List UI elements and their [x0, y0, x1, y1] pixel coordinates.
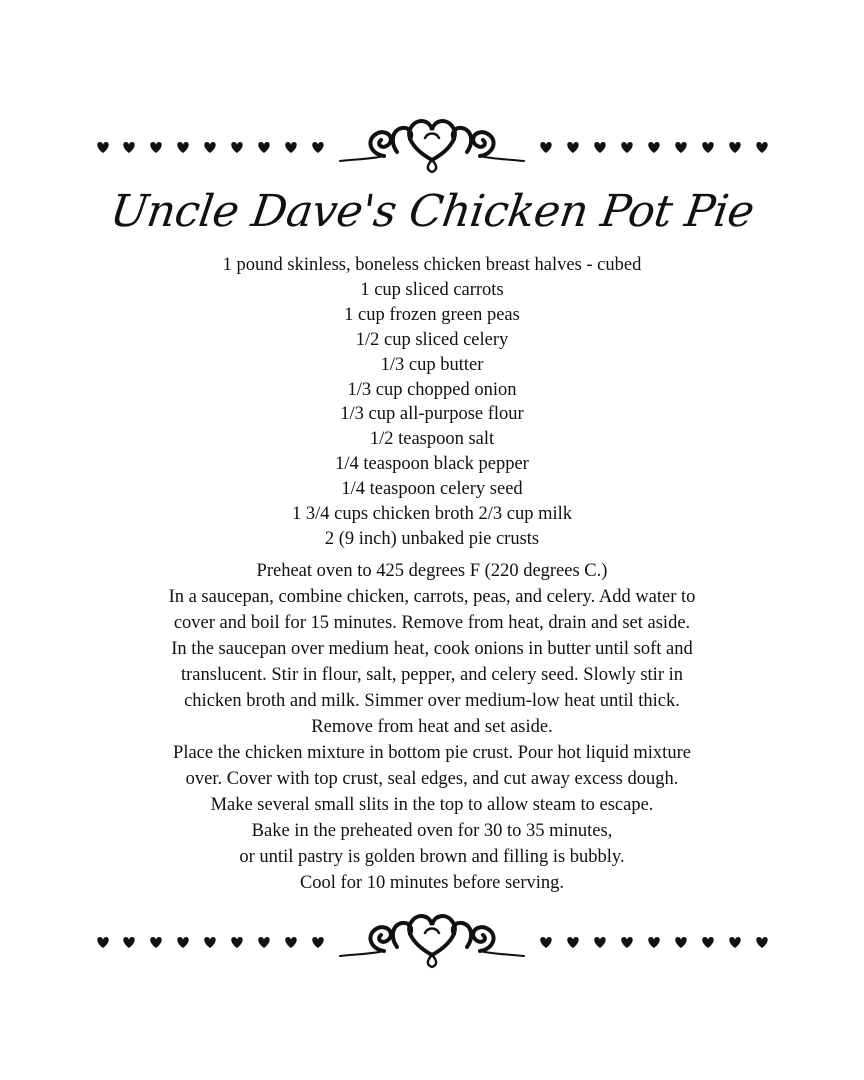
- instruction-line: or until pastry is golden brown and filling is bubbly.: [239, 847, 625, 867]
- ingredient-item: 1/3 cup butter: [380, 354, 484, 375]
- instruction-line: Make several small slits in the top to allow steam to escape.: [210, 795, 654, 815]
- heart-flourish-divider-icon: [0, 112, 864, 182]
- flourish-ornament: [340, 916, 524, 967]
- instruction-line: Cool for 10 minutes before serving.: [299, 873, 565, 893]
- instruction-line: chicken broth and milk. Simmer over medium-low heat until thick.: [184, 691, 680, 711]
- ingredient-list: [0, 253, 864, 552]
- flourish-ornament: [340, 121, 524, 172]
- ingredient-item: 1/2 cup sliced celery: [355, 329, 509, 350]
- ingredient-item: 1/3 cup all-purpose flour: [340, 404, 524, 425]
- instruction-line: cover and boil for 15 minutes. Remove from heat, drain and set aside.: [173, 613, 691, 633]
- ingredient-item: 1 pound skinless, boneless chicken breast halves - cubed: [222, 255, 642, 275]
- ingredient-item: 1/4 teaspoon black pepper: [335, 454, 529, 475]
- ingredient-item: 2 (9 inch) unbaked pie crusts: [324, 528, 540, 549]
- top-divider: [0, 112, 864, 182]
- heart-row-left: [97, 142, 323, 153]
- heart-row-right: [540, 142, 767, 153]
- instruction-line: Remove from heat and set aside.: [311, 717, 553, 737]
- ingredient-item: 1 cup frozen green peas: [344, 304, 520, 325]
- instructions-block: [0, 558, 864, 896]
- instruction-line: In a saucepan, combine chicken, carrots, peas, and celery. Add water to: [168, 587, 696, 607]
- ingredient-item: 1/4 teaspoon celery seed: [341, 479, 523, 500]
- instruction-line: Bake in the preheated oven for 30 to 35 minutes,: [251, 821, 613, 841]
- heart-row-left: [97, 937, 323, 948]
- ingredient-item: 1/2 teaspoon salt: [369, 429, 495, 450]
- bottom-divider: [0, 907, 864, 977]
- recipe-title: Uncle Dave's Chicken Pot Pie: [107, 186, 757, 237]
- ingredient-item: 1 3/4 cups chicken broth 2/3 cup milk: [291, 504, 573, 525]
- instruction-line: Place the chicken mixture in bottom pie crust. Pour hot liquid mixture: [173, 743, 691, 763]
- ingredient-item: 1/3 cup chopped onion: [347, 379, 517, 400]
- instruction-line: Preheat oven to 425 degrees F (220 degrees C.): [256, 561, 608, 581]
- instruction-line: translucent. Stir in flour, salt, pepper, and celery seed. Slowly stir in: [180, 665, 683, 685]
- ingredient-item: 1 cup sliced carrots: [360, 279, 504, 300]
- instruction-line: over. Cover with top crust, seal edges, and cut away excess dough.: [185, 769, 679, 789]
- heart-row-right: [540, 937, 767, 948]
- heart-flourish-divider-icon: [0, 907, 864, 977]
- instruction-line: In the saucepan over medium heat, cook onions in butter until soft and: [171, 639, 693, 659]
